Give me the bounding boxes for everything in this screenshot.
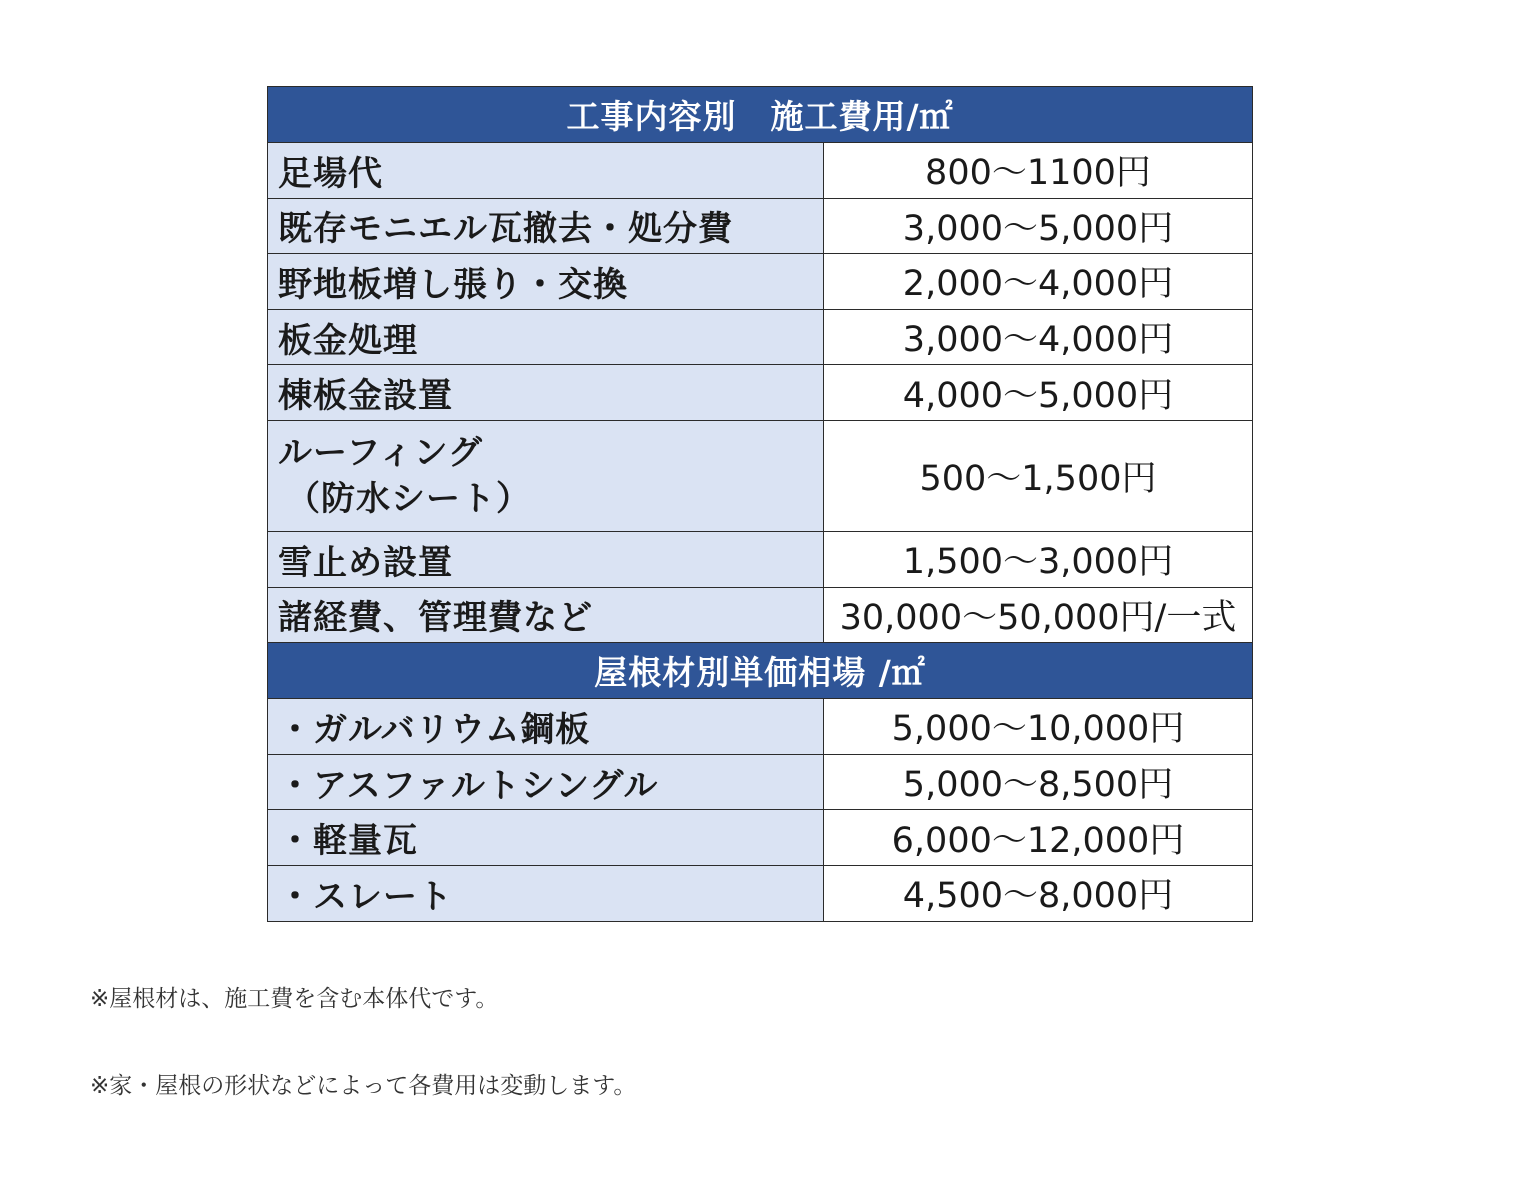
row-item-label-line-2: （防水シート） [286,478,531,519]
table-row [268,587,1253,643]
table-row [268,531,1253,587]
row-price-value: 3,000～5,000円 [824,198,1253,254]
table-row [268,254,1253,310]
table-row [268,865,1253,921]
table-row [268,420,1253,531]
row-price-value: 6,000～12,000円 [824,810,1253,866]
row-price-value: 1,500～3,000円 [824,531,1253,587]
row-price-value: 30,000～50,000円/一式 [824,587,1253,643]
row-item-label: ・アスファルトシングル [268,754,824,810]
row-item-label: ・スレート [268,865,824,921]
table-row [268,143,1253,199]
row-price-value: 3,000～4,000円 [824,309,1253,365]
table-header-row [268,643,1253,699]
row-price-value: 4,500～8,000円 [824,865,1253,921]
table-row [268,754,1253,810]
section-header-roofing-material: 屋根材別単価相場 /㎡ [268,643,1253,699]
row-item-label: 雪止め設置 [268,531,824,587]
table-row [268,198,1253,254]
table-row [268,365,1253,421]
row-item-label: ・軽量瓦 [268,810,824,866]
row-price-value: 2,000～4,000円 [824,254,1253,310]
row-item-label: 諸経費、管理費など [268,587,824,643]
table-row [268,699,1253,755]
table-row [268,309,1253,365]
table-row [268,810,1253,866]
footnote-cost-variation: ※家・屋根の形状などによって各費用は変動します。 [90,1073,637,1099]
row-price-value: 800～1100円 [824,143,1253,199]
row-item-label: 棟板金設置 [268,365,824,421]
row-price-value: 500～1,500円 [824,420,1253,531]
row-item-label: 既存モニエル瓦撤去・処分費 [268,198,824,254]
row-price-value: 4,000～5,000円 [824,365,1253,421]
row-item-label: 足場代 [268,143,824,199]
row-item-label: 野地板増し張り・交換 [268,254,824,310]
section-header-construction: 工事内容別 施工費用/㎡ [268,87,1253,143]
table-header-row [268,87,1253,143]
footnote-material-cost: ※屋根材は、施工費を含む本体代です。 [90,986,499,1012]
row-price-value: 5,000～8,500円 [824,754,1253,810]
row-item-label: 板金処理 [268,309,824,365]
row-item-label [268,420,824,531]
row-item-label-line-1: ルーフィング [278,432,483,473]
row-item-label: ・ガルバリウム鋼板 [268,699,824,755]
row-price-value: 5,000～10,000円 [824,699,1253,755]
cost-table [267,86,1253,922]
